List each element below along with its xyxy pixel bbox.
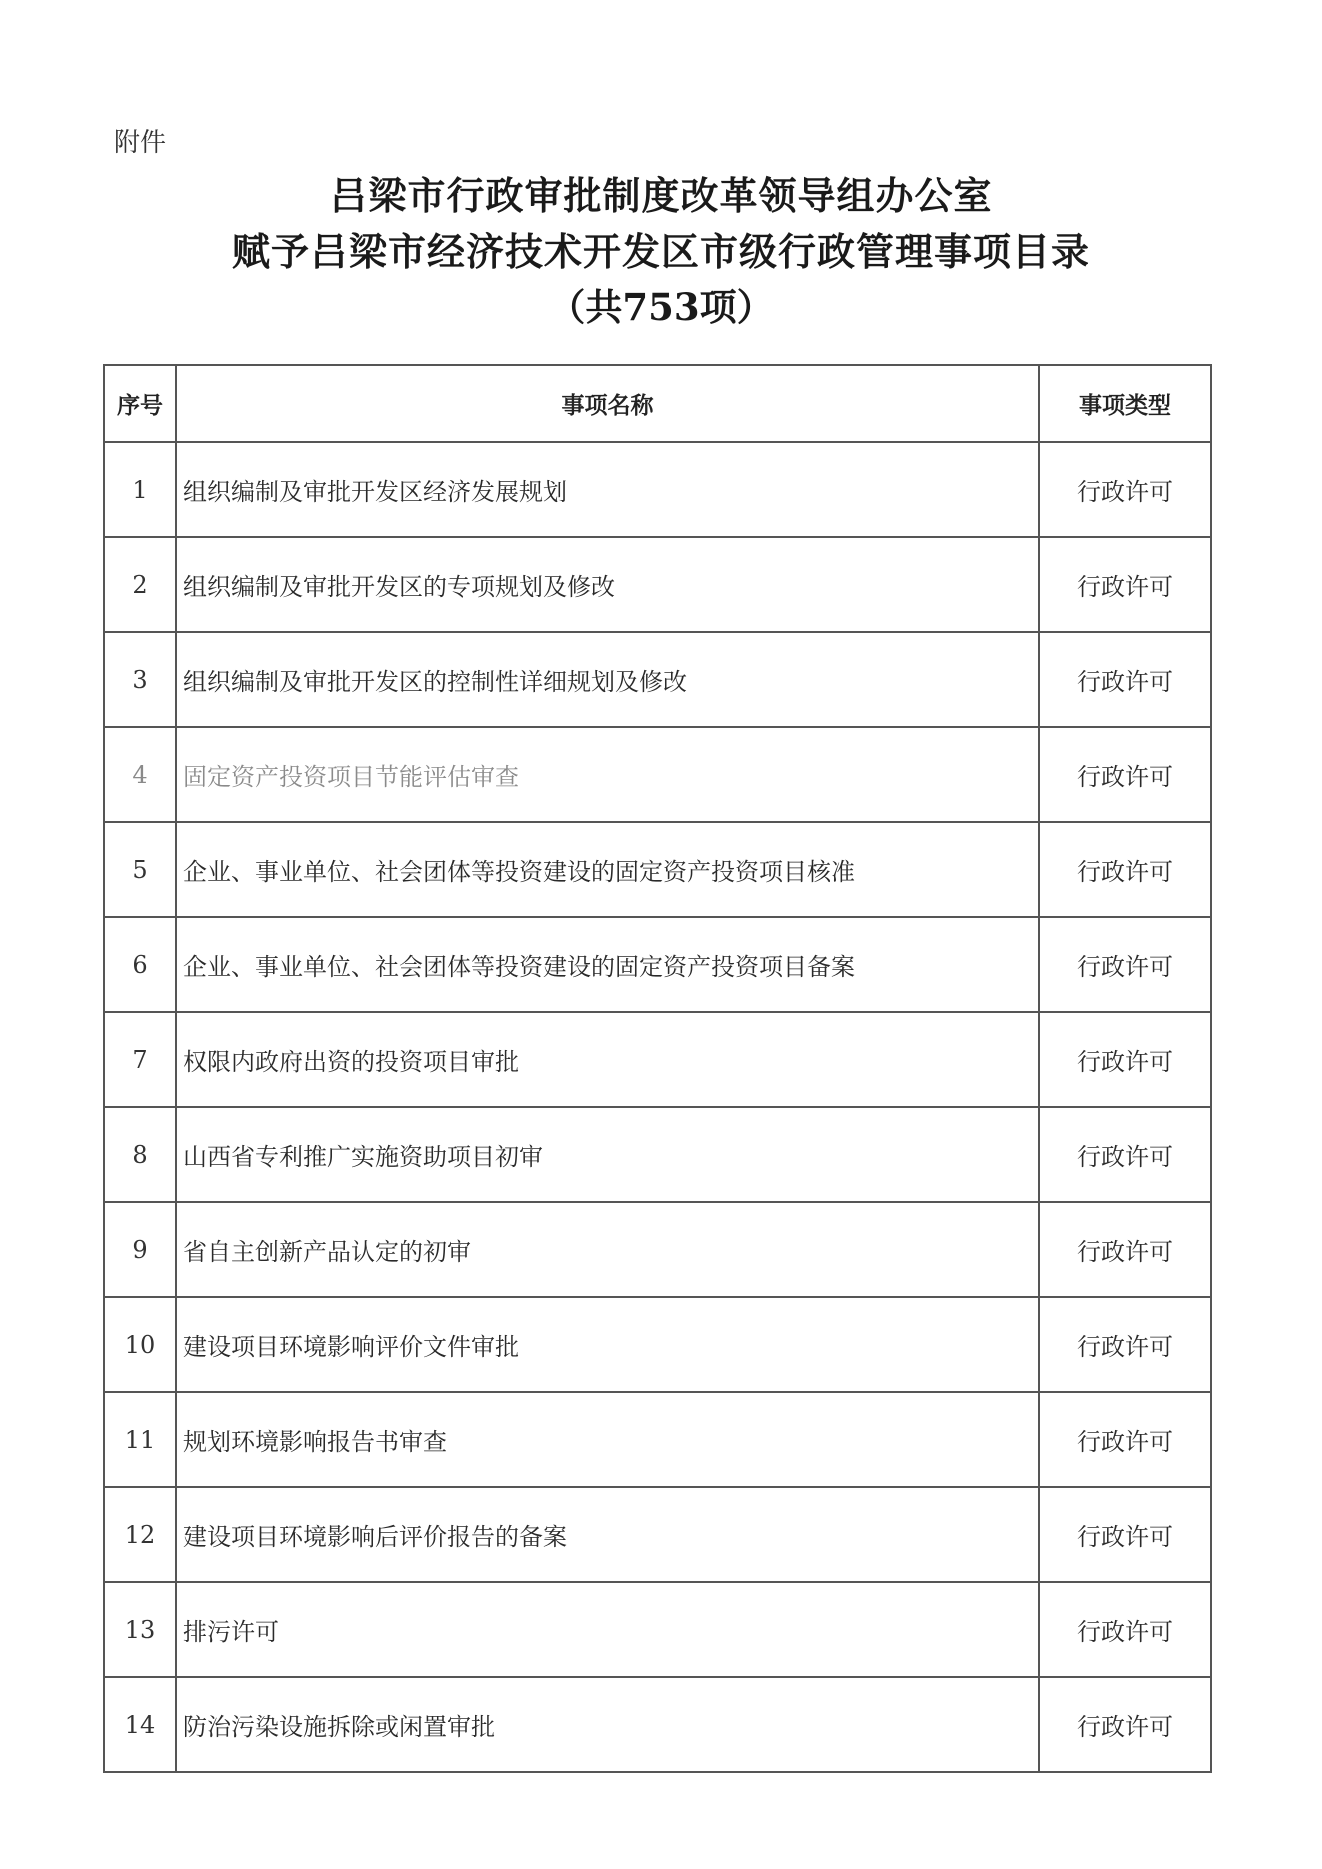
table-row — [104, 442, 1211, 537]
table-row — [104, 632, 1211, 727]
table-body — [104, 442, 1211, 1772]
table-row — [104, 1107, 1211, 1202]
row-item-name: 组织编制及审批开发区经济发展规划 — [176, 442, 1039, 537]
table-row — [104, 1202, 1211, 1297]
row-item-name: 组织编制及审批开发区的控制性详细规划及修改 — [176, 632, 1039, 727]
row-item-name: 组织编制及审批开发区的专项规划及修改 — [176, 537, 1039, 632]
row-item-type: 行政许可 — [1039, 1392, 1211, 1487]
row-item-name: 建设项目环境影响评价文件审批 — [176, 1297, 1039, 1392]
row-item-name: 企业、事业单位、社会团体等投资建设的固定资产投资项目备案 — [176, 917, 1039, 1012]
row-serial-number: 12 — [104, 1487, 176, 1582]
table-row — [104, 917, 1211, 1012]
title-line-1: 吕梁市行政审批制度改革领导组办公室 — [329, 173, 993, 218]
row-item-name: 排污许可 — [176, 1582, 1039, 1677]
row-serial-number: 11 — [104, 1392, 176, 1487]
row-item-type: 行政许可 — [1039, 1297, 1211, 1392]
row-item-name: 固定资产投资项目节能评估审查 — [176, 727, 1039, 822]
row-item-type: 行政许可 — [1039, 1012, 1211, 1107]
row-item-type: 行政许可 — [1039, 442, 1211, 537]
title-line-2: 赋予吕梁市经济技术开发区市级行政管理事项目录 — [231, 229, 1090, 274]
row-item-type: 行政许可 — [1039, 1677, 1211, 1772]
row-item-type: 行政许可 — [1039, 727, 1211, 822]
header-row — [104, 365, 1211, 442]
table-row — [104, 1582, 1211, 1677]
row-serial-number: 14 — [104, 1677, 176, 1772]
table-row — [104, 727, 1211, 822]
row-item-type: 行政许可 — [1039, 1487, 1211, 1582]
catalog-table — [103, 364, 1212, 1773]
attachment-label: 附件 — [114, 128, 167, 158]
row-serial-number: 1 — [104, 442, 176, 537]
row-serial-number: 10 — [104, 1297, 176, 1392]
row-item-name: 企业、事业单位、社会团体等投资建设的固定资产投资项目核准 — [176, 822, 1039, 917]
row-item-name: 山西省专利推广实施资助项目初审 — [176, 1107, 1039, 1202]
row-item-type: 行政许可 — [1039, 822, 1211, 917]
table-row — [104, 1677, 1211, 1772]
table-row — [104, 1297, 1211, 1392]
row-item-name: 规划环境影响报告书审查 — [176, 1392, 1039, 1487]
row-item-type: 行政许可 — [1039, 1202, 1211, 1297]
title-item-count: （共753项） — [548, 285, 774, 329]
row-serial-number: 4 — [104, 727, 176, 822]
row-serial-number: 6 — [104, 917, 176, 1012]
row-item-name: 建设项目环境影响后评价报告的备案 — [176, 1487, 1039, 1582]
table-row — [104, 1012, 1211, 1107]
row-serial-number: 3 — [104, 632, 176, 727]
table-row — [104, 1392, 1211, 1487]
row-item-name: 防治污染设施拆除或闲置审批 — [176, 1677, 1039, 1772]
row-serial-number: 13 — [104, 1582, 176, 1677]
row-serial-number: 9 — [104, 1202, 176, 1297]
row-serial-number: 5 — [104, 822, 176, 917]
row-item-type: 行政许可 — [1039, 1107, 1211, 1202]
row-item-type: 行政许可 — [1039, 1582, 1211, 1677]
header-item-name: 事项名称 — [176, 365, 1039, 442]
row-item-name: 权限内政府出资的投资项目审批 — [176, 1012, 1039, 1107]
row-item-name: 省自主创新产品认定的初审 — [176, 1202, 1039, 1297]
table-row — [104, 537, 1211, 632]
document-title — [0, 168, 1322, 334]
header-item-type: 事项类型 — [1039, 365, 1211, 442]
row-serial-number: 7 — [104, 1012, 176, 1107]
row-serial-number: 8 — [104, 1107, 176, 1202]
header-serial-number: 序号 — [104, 365, 176, 442]
row-item-type: 行政许可 — [1039, 537, 1211, 632]
table-row — [104, 822, 1211, 917]
table-header — [104, 365, 1211, 442]
table-row — [104, 1487, 1211, 1582]
row-serial-number: 2 — [104, 537, 176, 632]
row-item-type: 行政许可 — [1039, 917, 1211, 1012]
row-item-type: 行政许可 — [1039, 632, 1211, 727]
